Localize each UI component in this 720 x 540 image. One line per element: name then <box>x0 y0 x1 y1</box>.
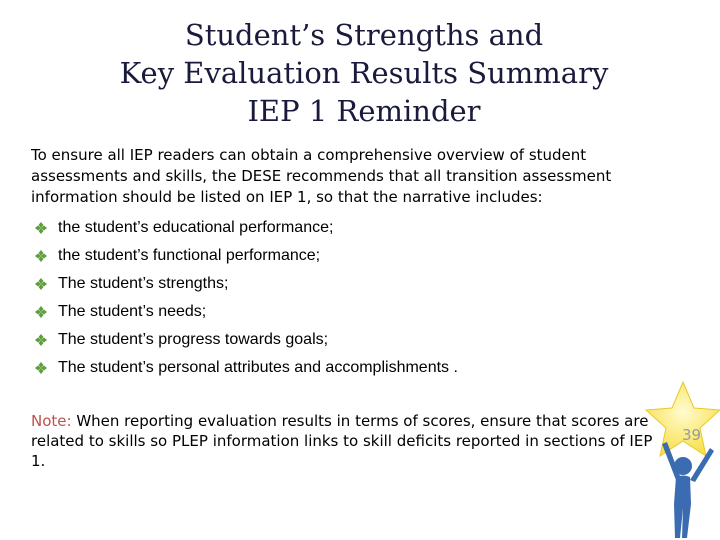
diamond-bullet-icon <box>34 333 48 347</box>
diamond-bullet-icon <box>34 305 48 319</box>
bullet-text: the student’s functional performance; <box>58 247 321 264</box>
note-line-3: 1. <box>31 452 46 470</box>
bullet-text: The student’s needs; <box>58 303 207 320</box>
intro-paragraph <box>31 145 671 208</box>
note-text: When reporting evaluation results in terms of scores, ensure that scores are <box>71 412 649 430</box>
list-item <box>34 270 674 298</box>
note-line-1 <box>31 411 701 431</box>
title-line-3: IEP 1 Reminder <box>247 94 481 128</box>
page-number: 39 <box>682 426 702 444</box>
diamond-bullet-icon <box>34 249 48 263</box>
list-item <box>34 214 674 242</box>
list-item <box>34 242 674 270</box>
title-line-1: Student’s Strengths and <box>184 18 544 52</box>
bullet-text: The student’s personal attributes and accomplishments . <box>58 359 458 376</box>
intro-line-3: information should be listed on IEP 1, so that the narrative includes: <box>31 188 543 206</box>
title-line-2: Key Evaluation Results Summary <box>119 56 609 90</box>
slide-title <box>0 16 720 130</box>
diamond-bullet-icon <box>34 221 48 235</box>
bullet-text: The student’s strengths; <box>58 275 229 292</box>
bullet-text: The student’s progress towards goals; <box>58 331 329 348</box>
diamond-bullet-icon <box>34 277 48 291</box>
intro-line-1: To ensure all IEP readers can obtain a comprehensive overview of student <box>31 146 587 164</box>
note-line-2: related to skills so PLEP information links to skill deficits reported in sections of IEP <box>31 432 653 450</box>
list-item <box>34 298 674 326</box>
note-paragraph <box>31 411 701 471</box>
note-label: Note: <box>31 412 72 430</box>
intro-line-2: assessments and skills, the DESE recommends that all transition assessment <box>31 167 612 185</box>
diamond-bullet-icon <box>34 361 48 375</box>
bullet-list <box>34 214 674 382</box>
list-item <box>34 326 674 354</box>
bullet-text: the student’s educational performance; <box>58 219 334 236</box>
list-item <box>34 354 674 382</box>
